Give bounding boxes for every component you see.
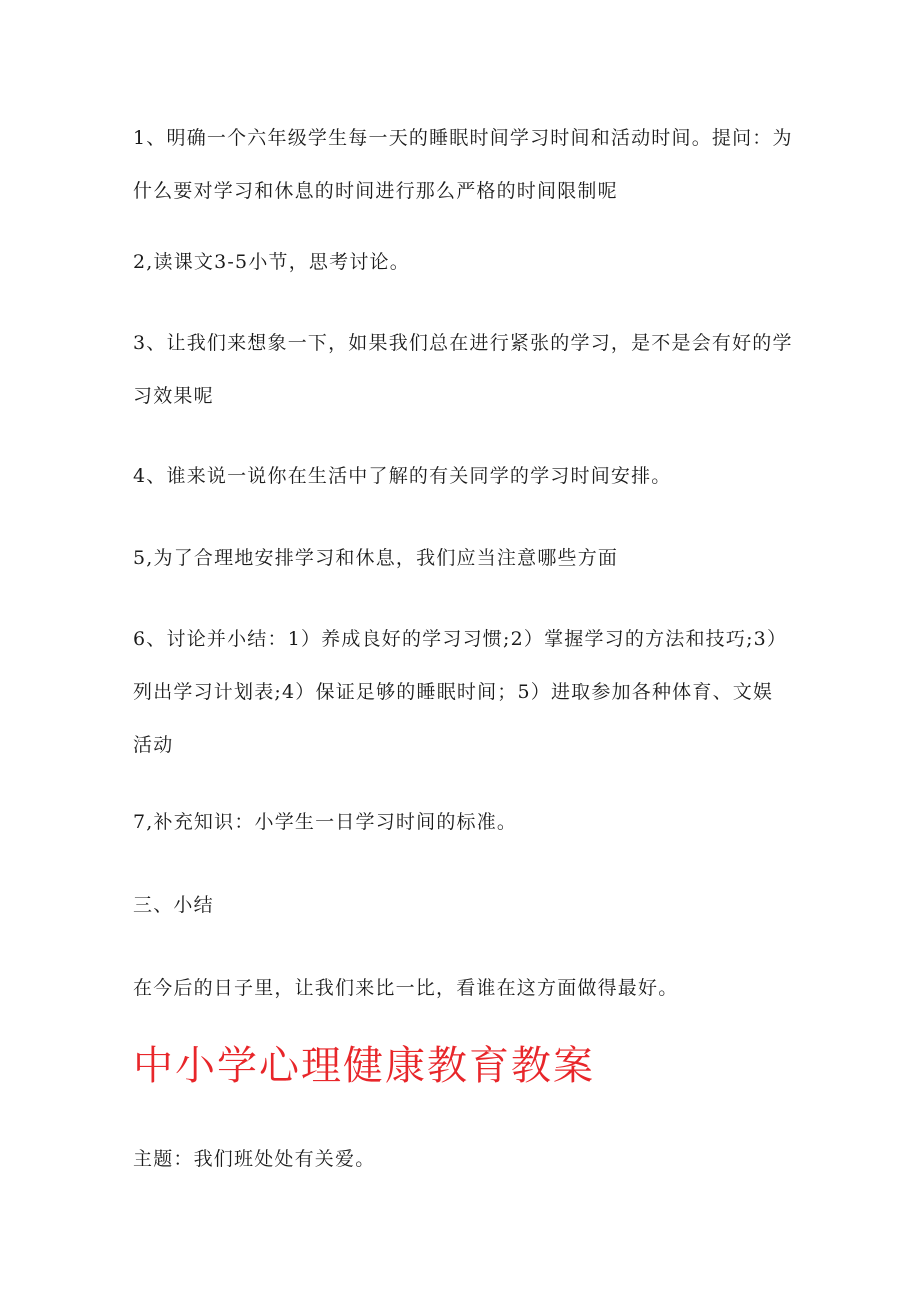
section-heading-summary: 三、小结 bbox=[133, 894, 214, 916]
lesson-plan-title: 中小学心理健康教育教案 bbox=[133, 1043, 595, 1089]
paragraph-step-5: 5,为了合理地安排学习和休息，我们应当注意哪些方面 bbox=[133, 547, 619, 569]
paragraph-step-3: 3、让我们来想象一下，如果我们总在进行紧张的学习，是不是会有好的学习效果呢 bbox=[133, 332, 793, 407]
paragraph-theme: 主题：我们班处处有关爱。 bbox=[133, 1148, 376, 1170]
paragraph-step-6: 6、讨论并小结：1）养成良好的学习习惯;2）掌握学习的方法和技巧;3）列出学习计划表;4）保证足够的睡眠时间；5）进取参加各种体育、文娱活动 bbox=[133, 628, 788, 756]
paragraph-closing: 在今后的日子里，让我们来比一比，看谁在这方面做得最好。 bbox=[133, 977, 679, 999]
paragraph-step-4: 4、谁来说一说你在生活中了解的有关同学的学习时间安排。 bbox=[133, 465, 672, 487]
paragraph-step-7: 7,补充知识：小学生一日学习时间的标准。 bbox=[133, 811, 518, 833]
paragraph-step-2: 2,读课文3-5小节，思考讨论。 bbox=[133, 251, 410, 273]
paragraph-step-1: 1、明确一个六年级学生每一天的睡眠时间学习时间和活动时间。提问：为什么要对学习和休息的时间进行那么严格的时间限制呢 bbox=[133, 127, 793, 202]
